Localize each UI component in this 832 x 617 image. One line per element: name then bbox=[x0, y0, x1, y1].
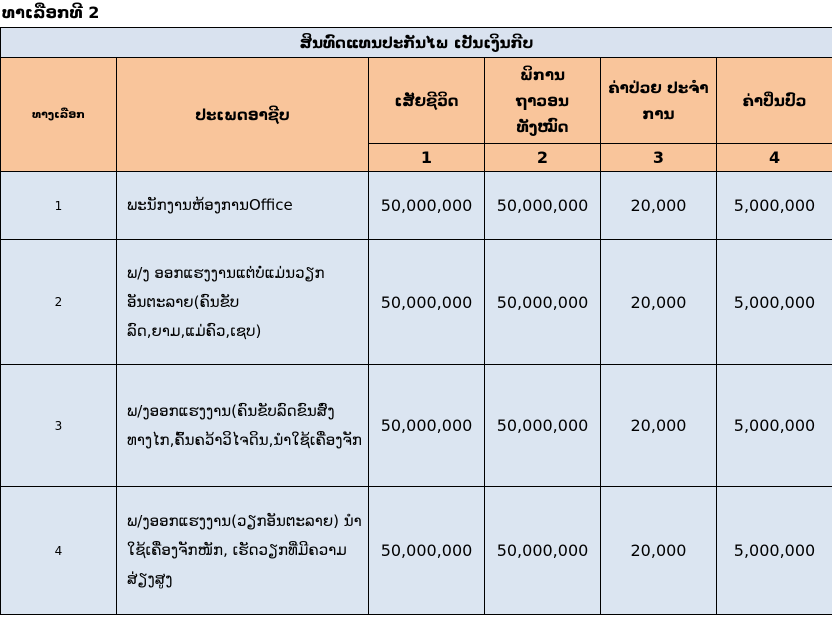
income-benefit-cell: 5,000,000 bbox=[717, 240, 832, 365]
medical-benefit-cell: 20,000 bbox=[601, 172, 717, 240]
death-benefit-cell: 50,000,000 bbox=[369, 172, 485, 240]
insurance-table bbox=[0, 27, 832, 615]
column-number: 3 bbox=[601, 144, 717, 172]
disability-benefit-cell: 50,000,000 bbox=[485, 172, 601, 240]
column-number: 4 bbox=[717, 144, 832, 172]
title-row bbox=[1, 28, 832, 58]
disability-benefit-cell: 50,000,000 bbox=[485, 240, 601, 365]
option-number: 2 bbox=[1, 240, 117, 365]
option-number: 4 bbox=[1, 487, 117, 615]
header-death: ເສັຍຊີວິດ bbox=[369, 58, 485, 144]
page-heading: ທາເລືອກທີ 2 bbox=[2, 3, 100, 22]
header-income: ຄ່າປິ່ນປົວ bbox=[717, 58, 832, 144]
disability-benefit-cell: 50,000,000 bbox=[485, 487, 601, 615]
occupation-cell: ພ/ງອອກແຮງງານ(ຄົນຂັບລົດຂົນສົ່ງທາງໄກ,ຄົ້ນຄວ້າວິໄຈດິນ,ນໍາໃຊ້ເຄື່ອງຈັກ bbox=[117, 365, 369, 487]
table-title: ສິນທົດແທນປະກັນໄພ ເປັນເງິນກີບ bbox=[1, 28, 832, 58]
death-benefit-cell: 50,000,000 bbox=[369, 487, 485, 615]
disability-benefit-cell: 50,000,000 bbox=[485, 365, 601, 487]
header-row bbox=[1, 58, 832, 144]
table-row bbox=[1, 240, 832, 365]
option-number: 1 bbox=[1, 172, 117, 240]
occupation-cell: ພະນັກງານຫ້ອງການOffice bbox=[117, 172, 369, 240]
medical-benefit-cell: 20,000 bbox=[601, 240, 717, 365]
header-disability: ພິການ ຖາວອນທັງໝົດ bbox=[485, 58, 601, 144]
income-benefit-cell: 5,000,000 bbox=[717, 172, 832, 240]
occupation-cell: ພ/ງ ອອກແຮງງານແຕ່ບໍ່ແມ່ນວຽກອັນຕະລາຍ(ຄົນຂັບລົດ,ຍາມ,ແມ່ຄົວ,ເຊບ) bbox=[117, 240, 369, 365]
header-option: ທາງເລືອກ bbox=[1, 58, 117, 172]
column-number: 1 bbox=[369, 144, 485, 172]
occupation-cell: ພ/ງອອກແຮງງານ(ວຽກອັນຕະລາຍ) ນໍາໃຊ້ເຄື່ອງຈັກໜັກ, ເຮັດວຽກທີ່ມີຄວາມສ່ຽງສູງ bbox=[117, 487, 369, 615]
option-number: 3 bbox=[1, 365, 117, 487]
death-benefit-cell: 50,000,000 bbox=[369, 240, 485, 365]
medical-benefit-cell: 20,000 bbox=[601, 365, 717, 487]
column-number: 2 bbox=[485, 144, 601, 172]
table-row bbox=[1, 172, 832, 240]
table-row bbox=[1, 487, 832, 615]
table-row bbox=[1, 365, 832, 487]
death-benefit-cell: 50,000,000 bbox=[369, 365, 485, 487]
header-occupation: ປະເພດອາຊີບ bbox=[117, 58, 369, 172]
header-medical: ຄ່າປ່ວຍ ປະຈໍາການ bbox=[601, 58, 717, 144]
income-benefit-cell: 5,000,000 bbox=[717, 365, 832, 487]
income-benefit-cell: 5,000,000 bbox=[717, 487, 832, 615]
medical-benefit-cell: 20,000 bbox=[601, 487, 717, 615]
